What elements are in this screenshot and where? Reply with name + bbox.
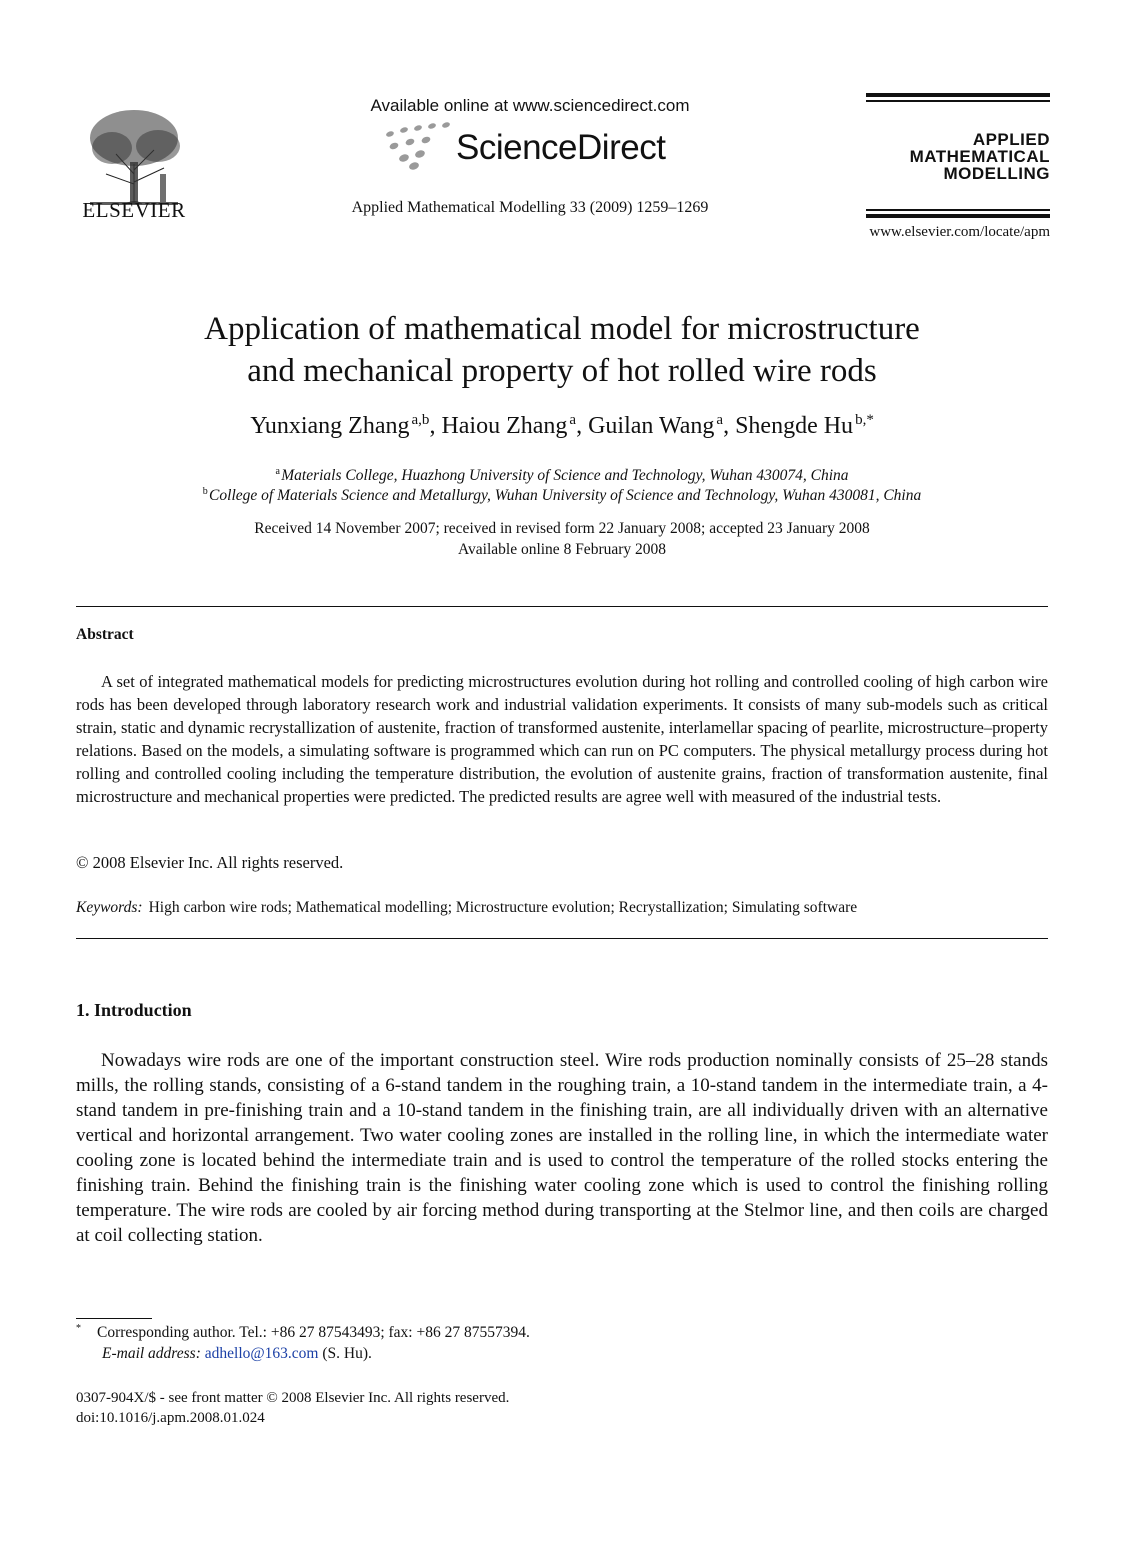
author-name: Yunxiang Zhang (250, 413, 410, 439)
email-suffix: (S. Hu). (322, 1345, 372, 1362)
author-affil-mark[interactable]: a (569, 412, 577, 428)
footnote-rule (76, 1318, 152, 1319)
affiliation-mark: b (202, 486, 208, 497)
author-affil-mark[interactable]: b,* (855, 412, 874, 428)
affiliation-text: College of Materials Science and Metallurgy, Wuhan University of Science and Technology, Wuhan 430081, China (209, 487, 922, 505)
journal-url-link[interactable]: www.elsevier.com/locate/apm (869, 224, 1050, 240)
divider (76, 938, 1048, 939)
author-affil-mark[interactable]: a (716, 412, 724, 428)
sciencedirect-dots-icon (380, 122, 455, 170)
article-title (76, 308, 1048, 392)
front-matter-notice: 0307-904X/$ - see front matter © 2008 Elsevier Inc. All rights reserved. (76, 1390, 510, 1406)
available-online-text: Available online at www.sciencedirect.com (370, 96, 690, 115)
affiliation-b (76, 486, 1048, 505)
affiliation-a (76, 466, 1048, 485)
abstract-text: A set of integrated mathematical models for predicting microstructures evolution during hot rolling and controlled cooling of high carbon wire rods has been developed through laboratory research work and industrial validation experiments. It consists of many sub-models such as critical strain, static and dynamic recrystallization of austenite, fraction of transformed austenite, interlamellar spacing of pearlite, microstructure–property relations. Based on the models, a simulating software is programmed which can run on PC computers. The physical metallurgy process during hot rolling and controlled cooling including the temperature distribution, the evolution of austenite grains, fraction of transformation austenite, final microstructure and mechanical properties were predicted. The predicted results are agree well with measured of the industrial tests. (76, 672, 1048, 806)
history-dates: Received 14 November 2007; received in revised form 22 January 2008; accepted 23 January 2008 (254, 520, 870, 537)
email-note (102, 1345, 372, 1363)
sciencedirect-logo (380, 122, 690, 172)
footnote-mark: * (76, 1323, 81, 1334)
author-list: Yunxiang Zhang $^{a,b}$, Haiou Zhang $^a$, Guilan Wang $^a$, Shengde Hu $^{b,*}$ (250, 412, 874, 439)
available-online-date: Available online 8 February 2008 (457, 541, 667, 558)
author-name: Haiou Zhang (441, 413, 568, 439)
keywords-label: Keywords: (76, 899, 143, 916)
journal-reference: Applied Mathematical Modelling 33 (2009) 1259–1269 (351, 199, 709, 216)
title-line-1: Application of mathematical model for microstructure (204, 311, 920, 347)
sciencedirect-wordmark: ScienceDirect (456, 128, 666, 167)
divider (76, 606, 1048, 607)
section-paragraph: Nowadays wire rods are one of the important construction steel. Wire rods production nominally consists of 25–28 stands mills, the rolling stands, consisting of a 6-stand tandem in the roughing train, a 10-stand tandem in the intermediate train, a 4-stand tandem in pre-finishing train and a 10-stand tandem in the finishing train, are all individually driven with an alternative vertical and horizontal arrangement. Two water cooling zones are installed in the rolling line, in which the intermediate water cooling zone is located behind the intermediate train and is used to control the temperature of the rolled stocks entering the finishing train. Behind the finishing train is the finishing water cooling zone which is used to control the finishing rolling temperature. The wire rods are cooled by air forcing method during transporting at the Stelmor line, and then coils are charged at coil collecting station. (76, 1050, 1048, 1246)
publisher-name: ELSEVIER (82, 198, 186, 222)
section-heading: 1. Introduction (76, 1000, 192, 1020)
author-name: Guilan Wang (588, 413, 715, 439)
abstract-heading: Abstract (76, 626, 134, 643)
affiliation-text: Materials College, Huazhong University of Science and Technology, Wuhan 430074, China (281, 467, 849, 485)
title-line-2: and mechanical property of hot rolled wire rods (247, 353, 877, 389)
footnote-text: Corresponding author. Tel.: +86 27 87543493; fax: +86 27 87557394. (97, 1324, 530, 1342)
author-affil-mark[interactable]: a,b (411, 412, 430, 428)
journal-logo-line-2: MATHEMATICAL (909, 147, 1050, 166)
keywords (76, 899, 1048, 917)
corresponding-author-note (76, 1323, 530, 1342)
keywords-list: High carbon wire rods; Mathematical modelling; Microstructure evolution; Recrystallization; Simulating software (148, 899, 858, 916)
doi-link[interactable]: doi:10.1016/j.apm.2008.01.024 (76, 1410, 265, 1426)
journal-logo (866, 93, 1050, 219)
copyright-notice: © 2008 Elsevier Inc. All rights reserved. (76, 853, 344, 872)
author-name: Shengde Hu (735, 413, 854, 439)
journal-logo-line-1: APPLIED (972, 130, 1050, 149)
email-link[interactable]: adhello@163.com (204, 1345, 319, 1362)
affiliation-mark: a (275, 466, 280, 477)
journal-logo-line-3: MODELLING (943, 164, 1050, 183)
email-label: E-mail address: (102, 1345, 201, 1362)
